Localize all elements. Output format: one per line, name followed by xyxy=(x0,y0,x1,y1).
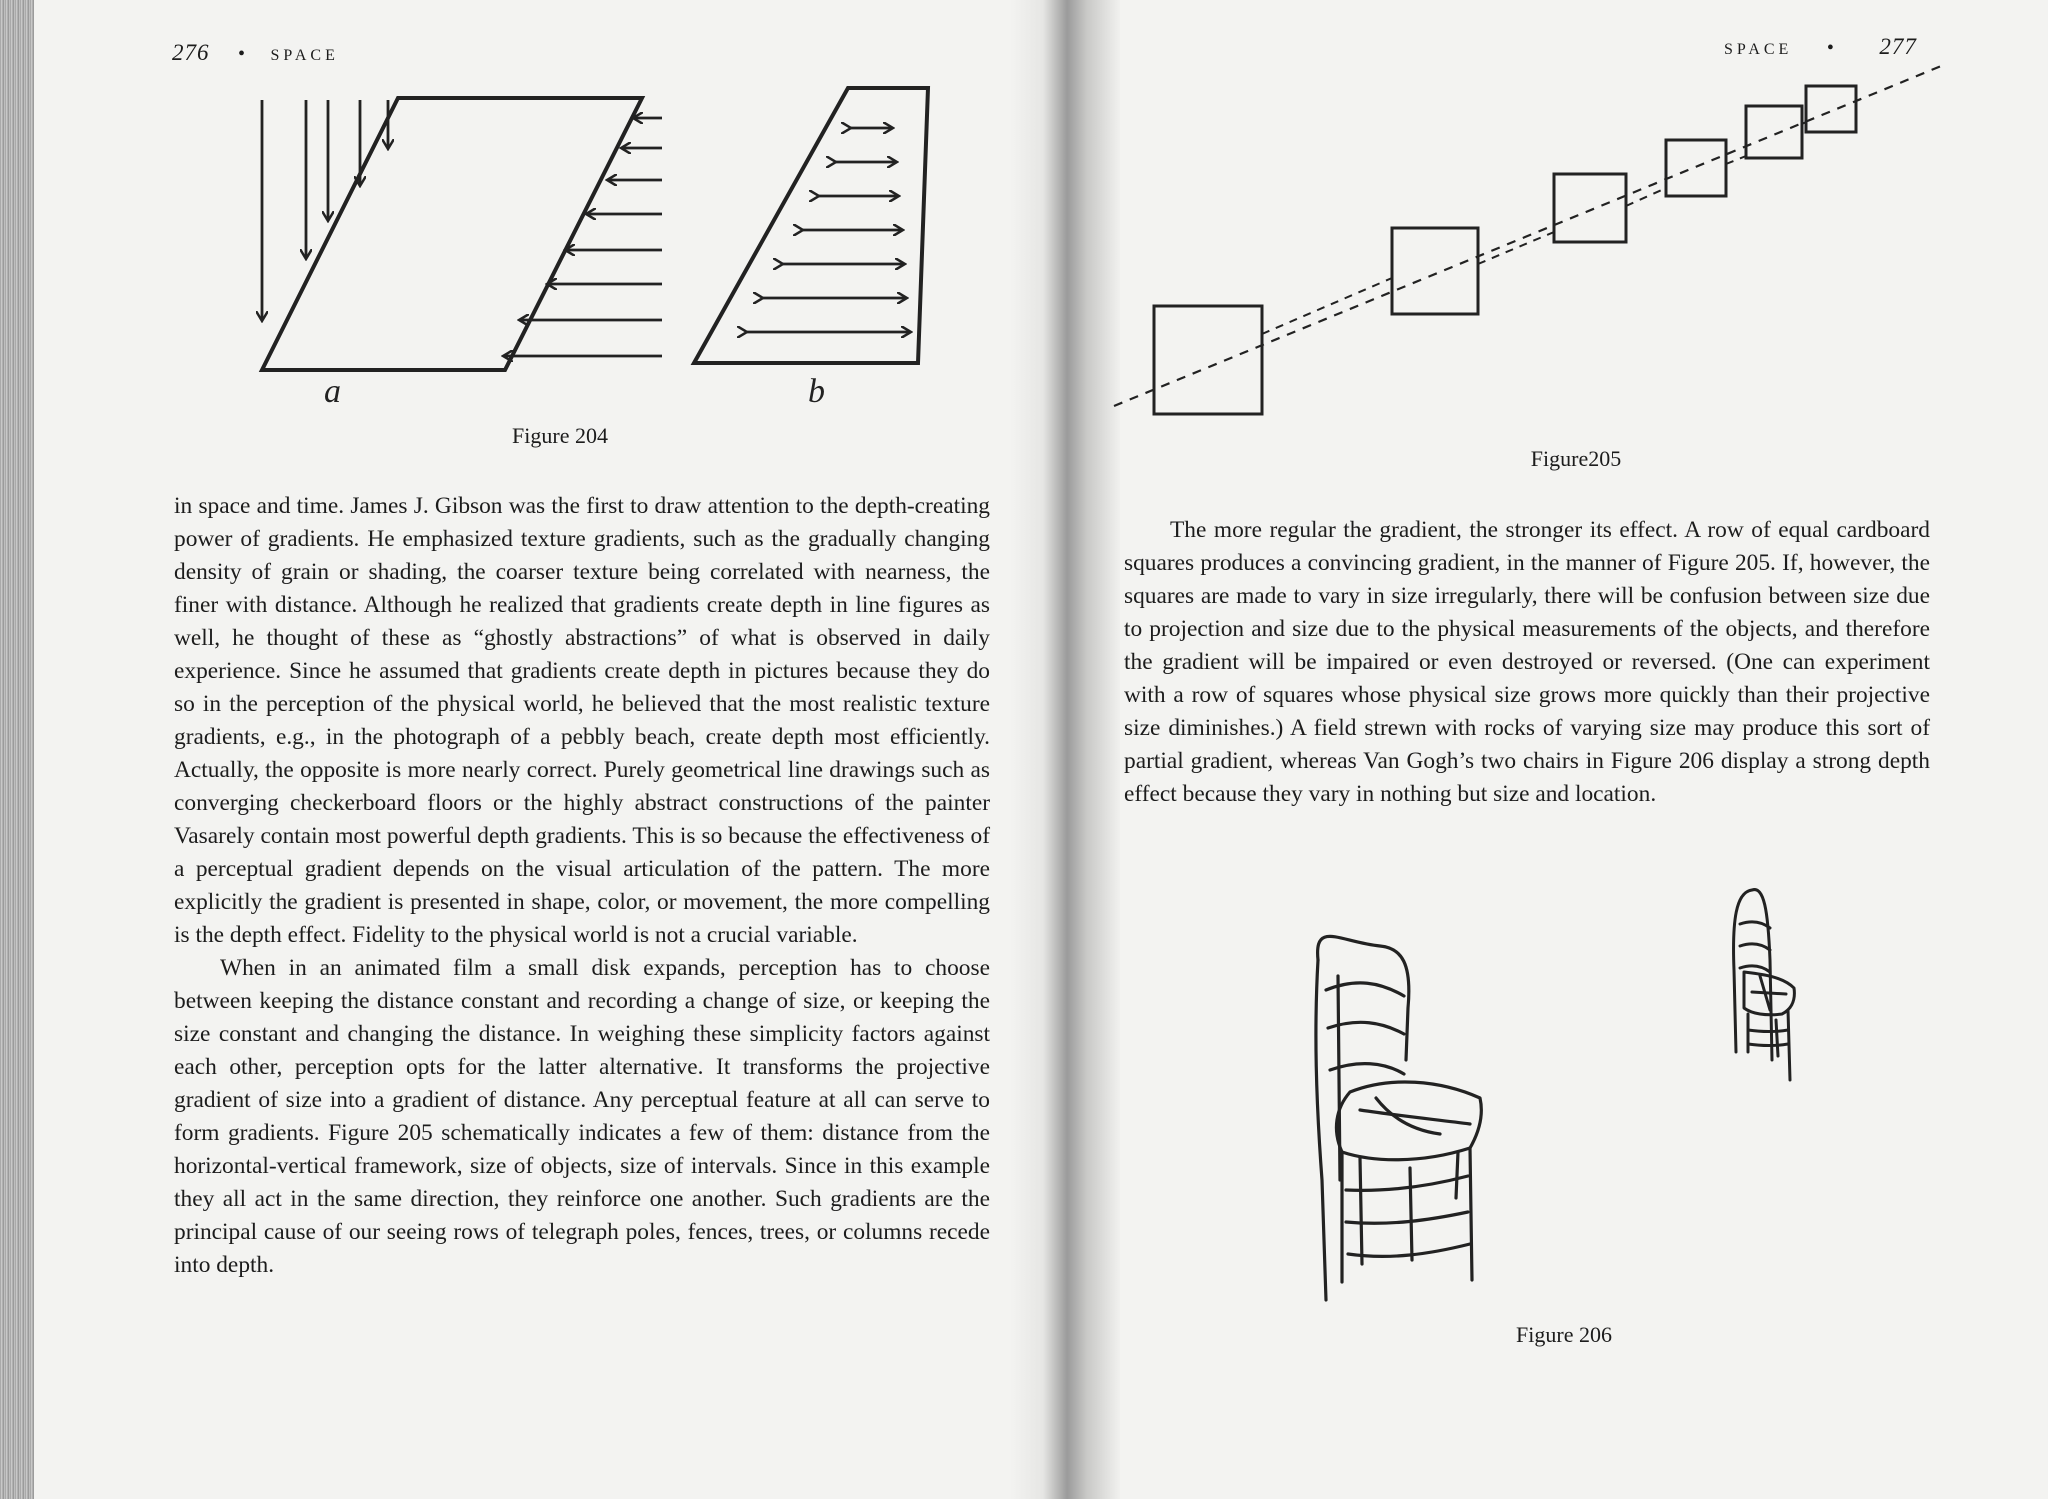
square-1 xyxy=(1154,306,1262,414)
figure-204-caption: Figure 204 xyxy=(512,423,608,448)
running-head-title: SPACE xyxy=(1724,41,1793,58)
figure-205-caption: Figure205 xyxy=(1530,446,1622,471)
square-connectors xyxy=(1262,122,1806,334)
running-head-title: SPACE xyxy=(270,47,339,64)
right-running-head xyxy=(1724,34,1917,60)
receding-squares xyxy=(1154,86,1856,414)
page-edge-stack xyxy=(0,0,34,1499)
left-running-head xyxy=(172,40,339,66)
right-body-text xyxy=(1124,514,1930,811)
left-page xyxy=(34,0,1010,1499)
page-number: 276 xyxy=(172,40,210,65)
parallelogram-a xyxy=(262,98,642,370)
separator-dot: • xyxy=(1826,37,1835,59)
left-body-text xyxy=(174,490,990,1282)
figure-204-label-b: b xyxy=(808,373,825,410)
square-3 xyxy=(1554,174,1626,242)
right-paragraph-1: The more regular the gradient, the stronger its effect. A row of equal cardboard squares produces a convincing gradient, in the manner of Figure 205. If, however, the squares are made to vary in size irregularly, there will be confusion between size due to projection and size due to the physical measurements of the objects, and therefore the gradient will be impaired or even destroyed or reversed. (One can experiment with a row of squares whose physical size grows more quickly than their projective size diminishes.) A field strewn with rocks of varying size may produce this sort of partial gradient, whereas Van Gogh’s two chairs in Figure 206 display a strong depth effect because they vary in nothing but size and location. xyxy=(1124,517,1930,807)
left-paragraph-2: When in an animated film a small disk expands, perception has to choose between keeping the distance constant and recording a change of size, or keeping the size constant and changing the distance. In weighing these simplicity factors against each other, perception opts for the latter alternative. It transforms the projective gradient of size into a gradient of distance. Any perceptual feature at all can serve to form gradients. Figure 205 schematically indicates a few of them: distance from the horizontal-vertical framework, size of objects, size of intervals. Since in this example they all act in the same direction, they reinforce one another. Such gradients are the principal cause of our seeing rows of telegraph poles, fences, trees, or columns recede into depth. xyxy=(174,955,990,1278)
right-page xyxy=(1120,0,2048,1499)
square-2 xyxy=(1392,228,1478,314)
small-chair xyxy=(1734,890,1795,1080)
left-paragraph-1: in space and time. James J. Gibson was the first to draw attention to the depth-creating power of gradients. He emphasized texture gradients, such as the gradually changing density of grain or shading, the coarser texture being correlated with nearness, the finer with distance. Although he realized that gradients create depth in line figures as well, he thought of these as “ghostly abstractions” of what is observed in daily experience. Since he assumed that gradients create depth in pictures because they do so in the perception of the physical world, he believed that the most realistic texture gradients, e.g., in the photograph of a pebbly beach, create depth most efficiently. Actually, the opposite is more nearly correct. Purely geometrical line drawings such as converging checkerboard floors or the highly abstract constructions of the painter Vasarely contain most powerful depth gradients. This is so because the effectiveness of a perceptual gradient depends on the visual articulation of the pattern. The more explicitly the gradient is presented in shape, color, or movement, the more compelling is the depth effect. Fidelity to the physical world is not a crucial variable. xyxy=(174,493,990,948)
figure-205 xyxy=(1106,64,1966,424)
vertical-arrows xyxy=(262,100,388,320)
figure-204-label-a: a xyxy=(324,373,341,410)
book-gutter xyxy=(1010,0,1120,1499)
square-4 xyxy=(1666,140,1726,196)
figure-206-caption: Figure 206 xyxy=(1516,1322,1612,1347)
horizontal-arrows-a xyxy=(504,118,662,356)
diagonal-dashed-line xyxy=(1114,64,1946,406)
square-5 xyxy=(1746,106,1802,158)
page-number: 277 xyxy=(1879,34,1917,59)
figure-204 xyxy=(214,80,974,410)
square-6 xyxy=(1806,86,1856,132)
figure-206 xyxy=(1300,880,1820,1320)
separator-dot: • xyxy=(238,43,247,65)
large-chair xyxy=(1316,936,1481,1300)
trapezoid-b xyxy=(694,88,928,363)
